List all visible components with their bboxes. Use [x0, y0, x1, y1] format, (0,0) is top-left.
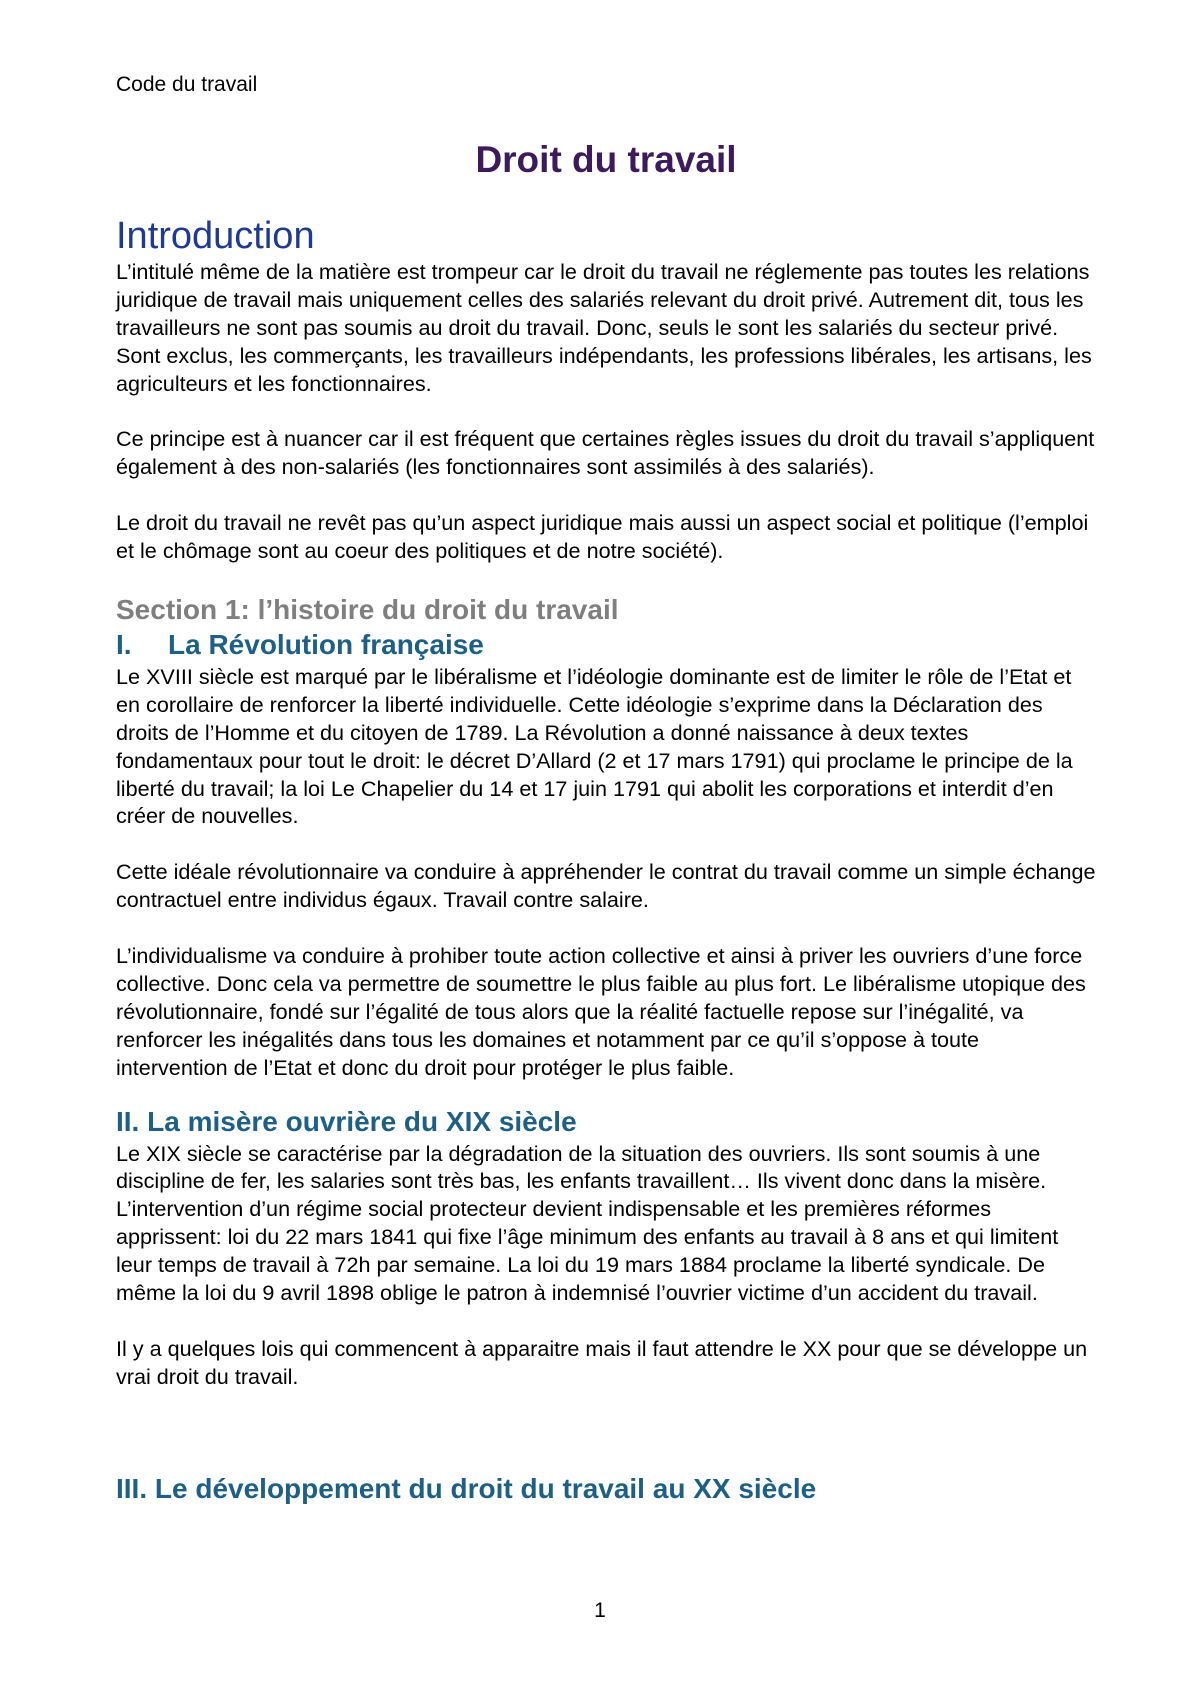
- subsection-title: La Révolution française: [168, 628, 484, 660]
- subsection-heading-1: [116, 627, 1096, 663]
- page-number: 1: [594, 1599, 606, 1622]
- running-header: Code du travail: [116, 73, 258, 96]
- paragraph: Il y a quelques lois qui commencent à apparaitre mais il faut attendre le XX pour que se développe un vrai droit du travail.: [116, 1335, 1088, 1389]
- subsection-heading-2: II. La misère ouvrière du XIX siècle: [116, 1105, 577, 1137]
- paragraph: Le XIX siècle se caractérise par la dégradation de la situation des ouvriers. Ils sont soumis à une discipline de fer, les salaries sont très bas, les enfants travaillent… Ils vivent donc dans la misère. L’intervention d’un régime social protecteur devient indispensable et les premières réformes apprissent: loi du 22 mars 1841 qui fixe l’âge minimum des enfants au travail à 8 ans et qui limitent leur temps de travail à 72h par semaine. La loi du 19 mars 1884 proclame la liberté syndicale. De même la loi du 9 avril 1898 oblige le patron à indemnisé l’ouvrier victime d’un accident du travail.: [116, 1140, 1059, 1306]
- paragraph: L’intitulé même de la matière est trompeur car le droit du travail ne réglemente pas toutes les relations juridique de travail mais uniquement celles des salariés relevant du droit privé. Autrement dit, tous les travailleurs ne sont pas soumis au droit du travail. Donc, seuls le sont les salariés du secteur privé. Sont exclus, les commerçants, les travailleurs indépendants, les professions libérales, les artisans, les agriculteurs et les fonctionnaires.: [116, 259, 1092, 396]
- subsection-heading-3: III. Le développement du droit du travail au XX siècle: [116, 1472, 817, 1504]
- introduction-heading: Introduction: [116, 215, 315, 257]
- paragraph: Le XVIII siècle est marqué par le libéralisme et l’idéologie dominante est de limiter le rôle de l’Etat et en corollaire de renforcer la liberté individuelle. Cette idéologie s’exprime dans la Déclaration des droits de l’Homme et du citoyen de 1789. La Révolution a donné naissance à deux textes fondamentaux pour tout le droit: le décret D’Allard (2 et 17 mars 1791) qui proclame le principe de la liberté du travail; la loi Le Chapelier du 14 et 17 juin 1791 qui abolit les corporations et interdit d’en créer de nouvelles.: [116, 663, 1073, 829]
- section-heading: Section 1: l’histoire du droit du travail: [116, 593, 619, 625]
- subsection-number: I.: [116, 628, 132, 660]
- paragraph: Ce principe est à nuancer car il est fréquent que certaines règles issues du droit du travail s’appliquent également à des non-salariés (les fonctionnaires sont assimilés à des salariés).: [116, 426, 1095, 480]
- paragraph: L’individualisme va conduire à prohiber toute action collective et ainsi à priver les ouvriers d’une force collective. Donc cela va permettre de soumettre le plus faible au plus fort. Le libéralisme utopique des révolutionnaire, fondé sur l’égalité de tous alors que la réalité factuelle repose sur l’inégalité, va renforcer les inégalités dans tous les domaines et notamment par ce qu’il s’oppose à toute intervention de l’Etat et donc du droit pour protéger le plus faible.: [116, 942, 1086, 1080]
- paragraph: Cette idéale révolutionnaire va conduire à appréhender le contrat du travail comme un simple échange contractuel entre individus égaux. Travail contre salaire.: [116, 859, 1096, 913]
- document-page: [116, 70, 1096, 1507]
- introduction-body: [116, 258, 1096, 565]
- subsection-body-1: [116, 663, 1096, 1082]
- subsection-body-2: [116, 1140, 1096, 1391]
- paragraph: Le droit du travail ne revêt pas qu’un aspect juridique mais aussi un aspect social et politique (l’emploi et le chômage sont au coeur des politiques et de notre société).: [116, 510, 1089, 564]
- document-title: Droit du travail: [475, 139, 737, 180]
